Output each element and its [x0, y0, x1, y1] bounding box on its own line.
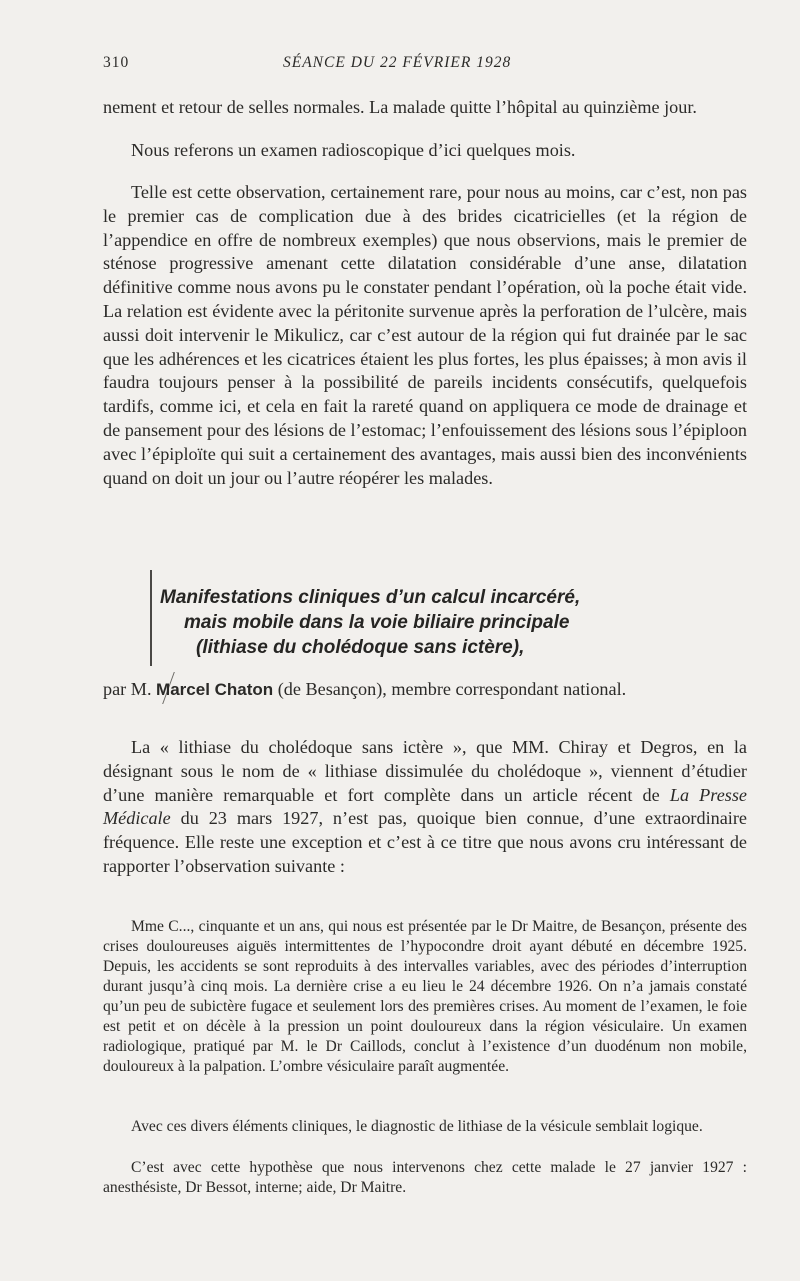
byline-affiliation: (de Besançon), membre correspondant national.: [277, 679, 627, 699]
case-operation-paragraph: C’est avec cette hypothèse que nous intervenons chez cette malade le 27 janvier 1927 : anesthésiste, Dr Bessot, interne; aide, Dr Maitre.: [103, 1159, 747, 1196]
margin-bracket: [150, 570, 152, 666]
author-name: Marcel Chaton: [156, 680, 274, 699]
intro-text-end: du 23 mars 1927, n’est pas, quoique bien connue, d’une extraordinaire fréquence. Elle reste une exception et c’est à ce titre que nous avons cru intéressant de rapporter l’observation suivante :: [103, 808, 747, 876]
page-number: 310: [103, 54, 130, 71]
article-title-line-3: (lithiase du cholédoque sans ictère),: [196, 637, 525, 658]
article-title-line-1: Manifestations cliniques d’un calcul incarcéré,: [160, 587, 581, 608]
byline: [103, 678, 753, 701]
paragraph-continuation: nement et retour de selles normales. La malade quitte l’hôpital au quinzième jour.: [103, 97, 697, 117]
article-title-line-2: mais mobile dans la voie biliaire principale: [184, 612, 570, 633]
byline-prefix: par M.: [103, 679, 152, 699]
journal-name: La Presse Médicale: [103, 784, 747, 829]
intro-text-start: La « lithiase du cholédoque sans ictère », que MM. Chiray et Degros, en la désignant sous le nom de « lithiase dissimulée du cholédoque », viennent d’étudier d’une manière remarquable et fort complète dans un article récent de: [103, 737, 747, 805]
paragraph-observation-discussion: Telle est cette observation, certainement rare, pour nous au moins, car c’est, non pas le premier cas de complication due à des brides cicatricielles (et la région de l’appendice en offre de nombreux exemples) que nous observions, mais le premier de sténose progressive amenant cette dilatation considérable d’une anse, dilatation définitive comme nous avons pu le constater pendant l’opération, où la poche était vide. La relation est évidente avec la péritonite survenue après la perforation de l’ulcère, mais aussi doit intervenir le Mikulicz, car c’est autour de la région qui fut drainée par le sac que les adhérences et les cicatrices étaient les plus fortes, les plus épaisses; à mon avis il faudra toujours penser à la possibilité de pareils incidents consécutifs, quelquefois tardifs, comme ici, et cela en fait la rareté quand on appliquera ce mode de drainage et de pansement pour des lésions de l’estomac; l’enfouissement des lésions sous l’épiploon avec l’épiploïte qui suit a certainement des avantages, mais aussi bien des inconvénients quand on doit un jour ou l’autre réopérer les malades.: [103, 182, 748, 488]
paragraph-radioscopy: Nous referons un examen radioscopique d’ici quelques mois.: [131, 140, 576, 160]
page-header: [103, 54, 703, 76]
running-title: SÉANCE DU 22 FÉVRIER 1928: [283, 54, 512, 71]
paragraph-introduction: [103, 736, 747, 879]
case-report-paragraph: Mme C..., cinquante et un ans, qui nous est présentée par le Dr Maitre, de Besançon, présente des crises douloureuses aiguës intermittentes de l’hypocondre droit ayant débuté en décembre 1925. Depuis, les accidents se sont reproduits à des intervalles variables, avec des périodes d’interruption durant jusqu’à cinq mois. La dernière crise a eu lieu le 24 décembre 1926. On n’a jamais constaté qu’un peu de subictère fugace et seulement lors des premières crises. Au moment de l’examen, le foie est petit et on décèle à la pression un point douloureux dans la région vésiculaire. Un examen radiologique, pratiqué par M. le Dr Caillods, conclut à l’existence d’un duodénum non mobile, douloureux à la palpation. L’ombre vésiculaire paraît augmentée.: [103, 918, 747, 1075]
case-diagnosis-paragraph: Avec ces divers éléments cliniques, le diagnostic de lithiase de la vésicule semblait logique.: [131, 1118, 703, 1135]
